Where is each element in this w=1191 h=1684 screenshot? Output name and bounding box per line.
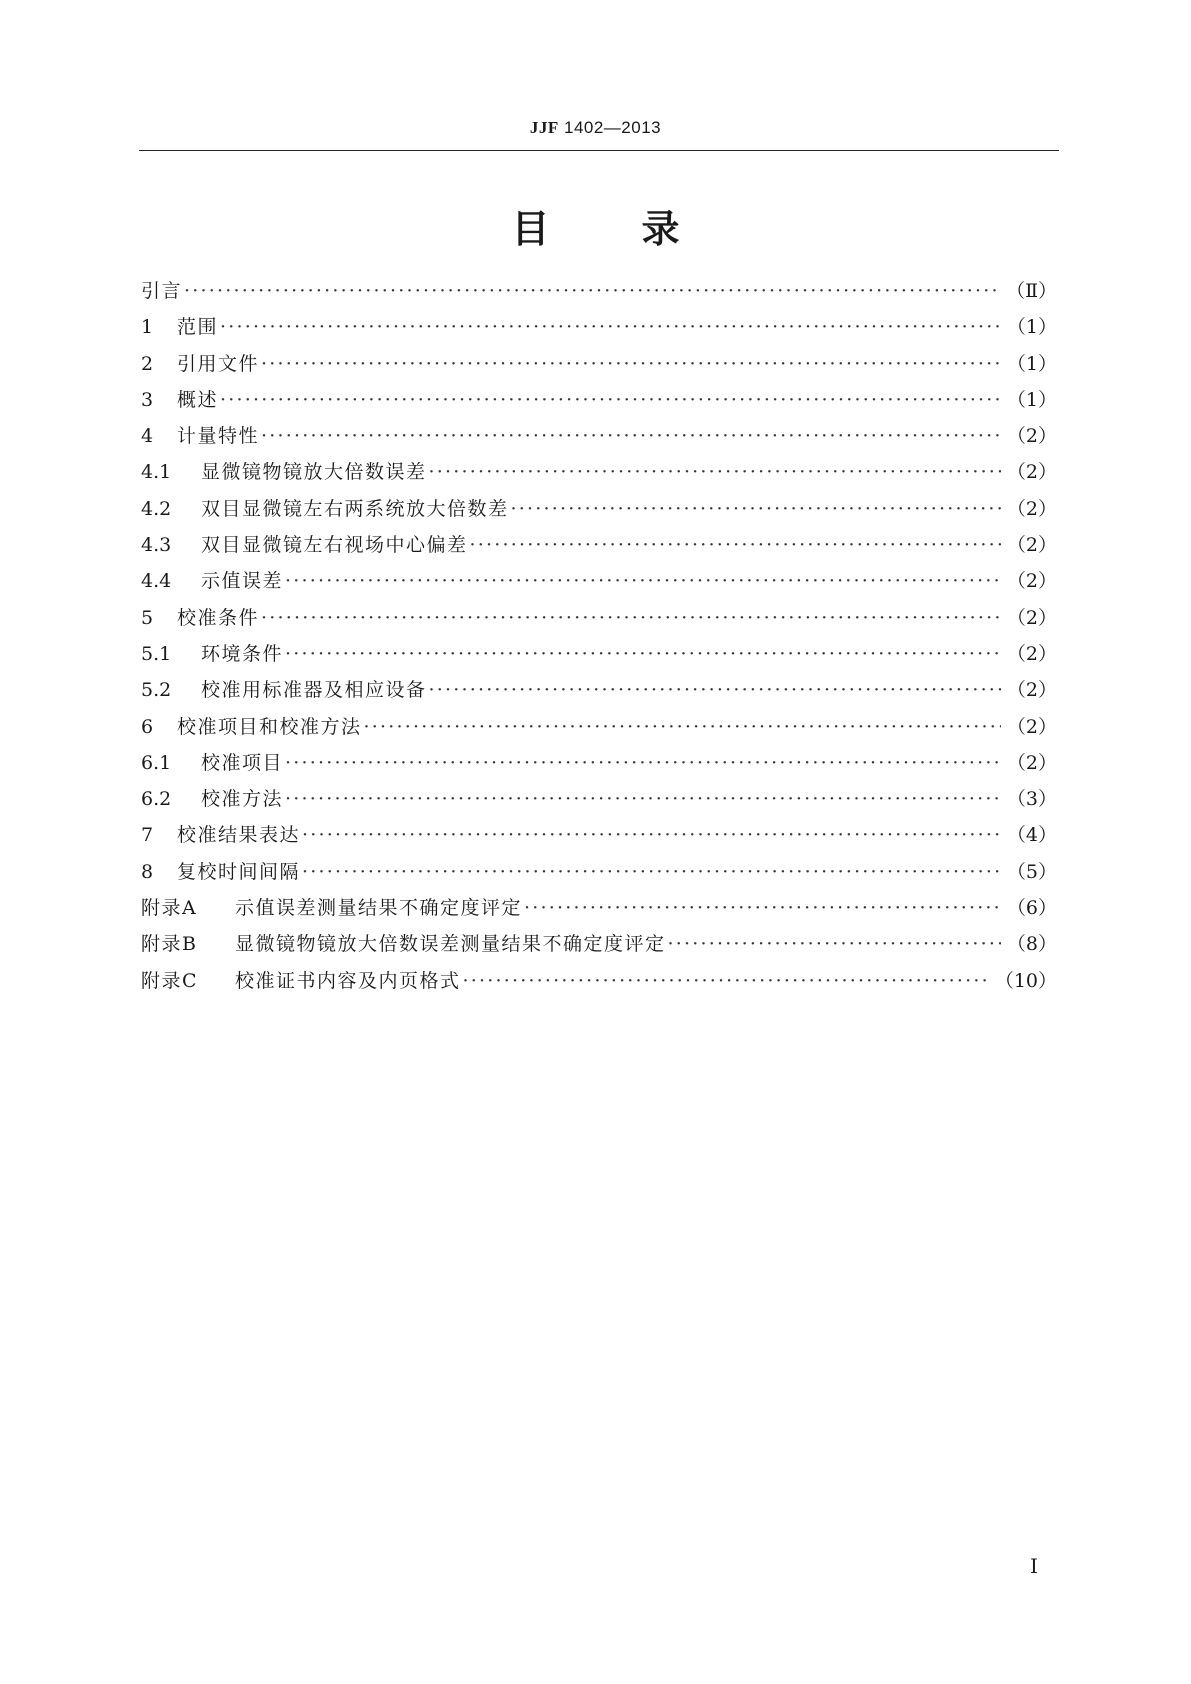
toc-entry[interactable] <box>141 748 1057 784</box>
toc-entry[interactable] <box>141 385 1057 421</box>
toc-entry-page: （10） <box>994 969 1057 992</box>
toc-entry-page: （8） <box>1006 933 1057 956</box>
toc-dot-leader <box>261 425 1001 447</box>
toc-entry-number: 6 <box>141 715 154 738</box>
toc-entry-number: 5.2 <box>141 679 172 702</box>
toc-entry-label: 显微镜物镜放大倍数误差 <box>201 461 427 484</box>
standard-prefix: JJF <box>529 118 559 137</box>
toc-entry[interactable] <box>141 712 1057 748</box>
toc-entry-number: 附录C <box>141 969 199 992</box>
toc-entry[interactable] <box>141 784 1057 820</box>
toc-entry-label: 双目显微镜左右两系统放大倍数差 <box>201 497 509 520</box>
toc-entry-label: 校准结果表达 <box>177 824 301 847</box>
toc-entry[interactable] <box>141 893 1057 929</box>
toc-dot-leader <box>261 353 1001 375</box>
toc-entry-number: 6.2 <box>141 788 172 811</box>
table-of-contents <box>141 276 1057 1002</box>
toc-entry-page: （1） <box>1006 388 1057 411</box>
toc-entry-page: （2） <box>1006 425 1057 448</box>
toc-entry[interactable] <box>141 639 1057 675</box>
toc-entry-number: 4.4 <box>141 570 172 593</box>
toc-entry-page: （2） <box>1006 461 1057 484</box>
toc-dot-leader <box>668 933 1001 955</box>
toc-entry[interactable] <box>141 276 1057 312</box>
document-header <box>0 118 1191 138</box>
toc-entry-page: （2） <box>1006 715 1057 738</box>
toc-entry-label: 范围 <box>177 316 219 339</box>
toc-dot-leader <box>470 534 1001 556</box>
toc-entry-label: 概述 <box>177 388 219 411</box>
toc-dot-leader <box>463 970 989 992</box>
toc-dot-leader <box>285 570 1001 592</box>
toc-dot-leader <box>429 679 1001 701</box>
standard-number: 1402—2013 <box>563 118 662 137</box>
toc-entry-label: 校准项目和校准方法 <box>177 715 362 738</box>
toc-entry-page: （2） <box>1006 606 1057 629</box>
toc-entry-label: 计量特性 <box>177 425 260 448</box>
toc-entry-page: （1） <box>1006 352 1057 375</box>
toc-entry-number: 4.2 <box>141 497 172 520</box>
toc-entry-label: 校准条件 <box>177 606 260 629</box>
toc-entry-number: 5 <box>141 606 154 629</box>
toc-entry-label: 引用文件 <box>177 352 260 375</box>
toc-entry-page: （6） <box>1006 897 1057 920</box>
toc-entry[interactable] <box>141 457 1057 493</box>
toc-dot-leader <box>429 461 1001 483</box>
header-divider <box>139 150 1059 151</box>
toc-entry-label: 校准证书内容及内页格式 <box>235 969 461 992</box>
toc-entry-page: （2） <box>1006 497 1057 520</box>
toc-entry-label: 引言 <box>141 280 183 302</box>
toc-entry-label: 显微镜物镜放大倍数误差测量结果不确定度评定 <box>235 933 666 956</box>
toc-entry[interactable] <box>141 530 1057 566</box>
toc-entry-page: （1） <box>1006 316 1057 339</box>
toc-dot-leader <box>511 498 1001 520</box>
toc-dot-leader <box>220 316 1001 338</box>
toc-entry-number: 4 <box>141 425 154 448</box>
toc-entry[interactable] <box>141 566 1057 602</box>
toc-entry-page: （2） <box>1006 570 1057 593</box>
toc-entry-page: （2） <box>1006 534 1057 557</box>
toc-entry-label: 校准用标准器及相应设备 <box>201 679 427 702</box>
toc-entry-page: （Ⅱ） <box>1006 280 1057 302</box>
toc-dot-leader <box>302 824 1001 846</box>
toc-dot-leader <box>524 897 1001 919</box>
toc-entry[interactable] <box>141 312 1057 348</box>
toc-entry[interactable] <box>141 675 1057 711</box>
title-char-1: 目 <box>511 207 550 251</box>
toc-entry-page: （2） <box>1006 679 1057 702</box>
toc-entry-page: （2） <box>1006 642 1057 665</box>
toc-entry-number: 1 <box>141 316 154 339</box>
title-char-2: 录 <box>641 207 680 251</box>
toc-entry-page: （3） <box>1006 788 1057 811</box>
toc-entry-page: （2） <box>1006 751 1057 774</box>
toc-entry[interactable] <box>141 494 1057 530</box>
toc-entry-label: 双目显微镜左右视场中心偏差 <box>201 534 468 557</box>
toc-entry-number: 3 <box>141 388 154 411</box>
toc-dot-leader <box>285 643 1001 665</box>
toc-dot-leader <box>364 716 1001 738</box>
toc-entry-page: （4） <box>1006 824 1057 847</box>
toc-entry-number: 8 <box>141 860 154 883</box>
toc-entry-number: 附录B <box>141 933 198 956</box>
toc-entry-number: 6.1 <box>141 751 172 774</box>
toc-entry-number: 2 <box>141 352 154 375</box>
toc-entry-label: 示值误差测量结果不确定度评定 <box>235 897 523 920</box>
toc-entry-label: 校准项目 <box>201 751 284 774</box>
toc-entry-number: 4.1 <box>141 461 172 484</box>
toc-entry[interactable] <box>141 966 1057 1002</box>
toc-entry[interactable] <box>141 421 1057 457</box>
toc-entry-number: 附录A <box>141 897 198 920</box>
toc-entry-label: 示值误差 <box>201 570 284 593</box>
toc-dot-leader <box>261 607 1001 629</box>
page-title <box>0 198 1191 253</box>
toc-entry-label: 校准方法 <box>201 788 284 811</box>
toc-entry-number: 4.3 <box>141 534 172 557</box>
toc-entry[interactable] <box>141 929 1057 965</box>
toc-entry-label: 复校时间间隔 <box>177 860 301 883</box>
toc-dot-leader <box>184 280 1000 302</box>
toc-entry-number: 5.1 <box>141 642 172 665</box>
toc-entry-number: 7 <box>141 824 154 847</box>
toc-dot-leader <box>285 788 1001 810</box>
toc-dot-leader <box>285 752 1001 774</box>
toc-entry[interactable] <box>141 820 1057 856</box>
toc-dot-leader <box>220 389 1001 411</box>
toc-entry-page: （5） <box>1006 860 1057 883</box>
toc-entry-label: 环境条件 <box>201 642 284 665</box>
toc-dot-leader <box>302 861 1001 883</box>
toc-entry[interactable] <box>141 349 1057 385</box>
page-number: Ⅰ <box>1030 1554 1038 1578</box>
toc-entry[interactable] <box>141 857 1057 893</box>
toc-entry[interactable] <box>141 603 1057 639</box>
